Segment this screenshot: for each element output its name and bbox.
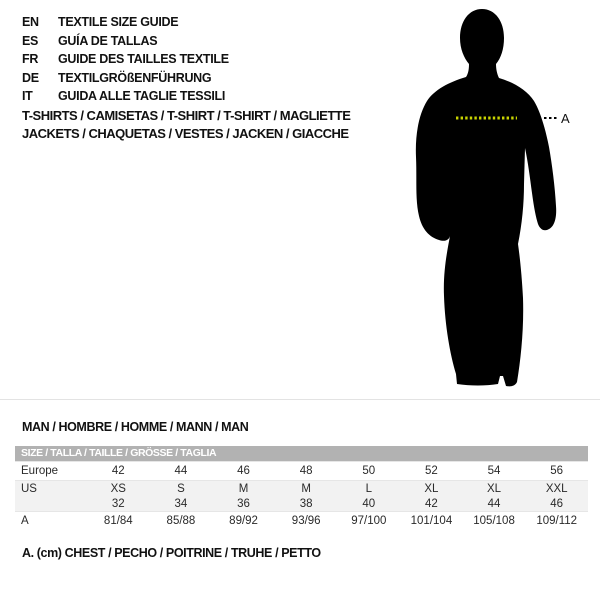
language-code: DE — [22, 70, 39, 85]
size-cell: M — [301, 482, 311, 495]
size-cell: 50 — [362, 465, 376, 477]
size-cell: 56 — [550, 465, 564, 477]
size-table-header: SIZE / TALLA / TAILLE / GRÖSSE / TAGLIA — [15, 446, 588, 461]
size-cell: 81/84 — [103, 515, 133, 527]
size-cell: L — [365, 482, 373, 495]
size-cell: S — [177, 482, 185, 495]
size-table-row-chest — [15, 511, 588, 530]
size-table-row-europe — [15, 461, 588, 480]
size-cell: 101/104 — [410, 515, 453, 527]
size-cell: 89/92 — [229, 515, 258, 527]
section-title-man: MAN / HOMBRE / HOMME / MANN / MAN — [22, 420, 249, 434]
row-label: A — [21, 515, 29, 527]
language-label: GUIDA ALLE TAGLIE TESSILI — [58, 89, 226, 104]
language-code: IT — [22, 89, 33, 104]
language-code: FR — [22, 52, 39, 67]
language-code: EN — [22, 15, 39, 29]
size-cell: 40 — [362, 497, 376, 510]
size-cell: 38 — [299, 497, 313, 510]
size-cell: M — [238, 482, 249, 495]
size-cell: XL — [487, 482, 502, 495]
measurement-label-a: A — [561, 111, 570, 126]
divider-line — [0, 399, 600, 400]
size-cell: XXL — [545, 482, 568, 495]
language-label: GUÍA DE TALLAS — [58, 33, 158, 48]
size-cell: XL — [424, 482, 439, 495]
size-cell: 109/112 — [536, 515, 578, 527]
language-label: TEXTILE SIZE GUIDE — [58, 15, 179, 29]
size-cell: 46 — [550, 497, 564, 510]
size-cell: 46 — [237, 465, 250, 477]
size-table-row-us-letters — [15, 481, 588, 496]
footnote-chest: A. (cm) CHEST / PECHO / POITRINE / TRUHE / PETTO — [22, 546, 321, 560]
size-cell: XS — [110, 482, 126, 495]
size-cell: 44 — [174, 465, 188, 477]
category-jackets-line: JACKETS / CHAQUETAS / VESTES / JACKEN / GIACCHE — [22, 125, 349, 141]
size-cell: 54 — [487, 465, 501, 477]
language-label: GUIDE DES TAILLES TEXTILE — [58, 52, 229, 67]
size-cell: 52 — [425, 465, 438, 477]
size-cell: 42 — [111, 465, 125, 477]
row-label: Europe — [21, 465, 59, 477]
size-cell: 105/108 — [473, 515, 515, 527]
row-label: US — [21, 482, 37, 495]
size-table-row-us-group — [15, 480, 588, 511]
language-code: ES — [22, 33, 39, 48]
size-cell: 34 — [174, 497, 188, 510]
size-cell: 85/88 — [166, 515, 196, 527]
size-cell: 32 — [111, 497, 125, 510]
size-cell: 48 — [299, 465, 313, 477]
size-table — [15, 446, 588, 530]
size-cell: 97/100 — [351, 515, 387, 527]
size-cell: 42 — [425, 497, 438, 510]
size-cell: 44 — [487, 497, 501, 510]
size-cell: 93/96 — [291, 515, 321, 527]
size-table-row-us-numbers — [15, 496, 588, 511]
language-label: TEXTILGRÖßENFÜHRUNG — [58, 70, 212, 85]
category-tshirts-line: T-SHIRTS / CAMISETAS / T-SHIRT / T-SHIRT / MAGLIETTE — [22, 108, 351, 123]
size-cell: 36 — [237, 497, 250, 510]
man-silhouette — [416, 9, 556, 386]
